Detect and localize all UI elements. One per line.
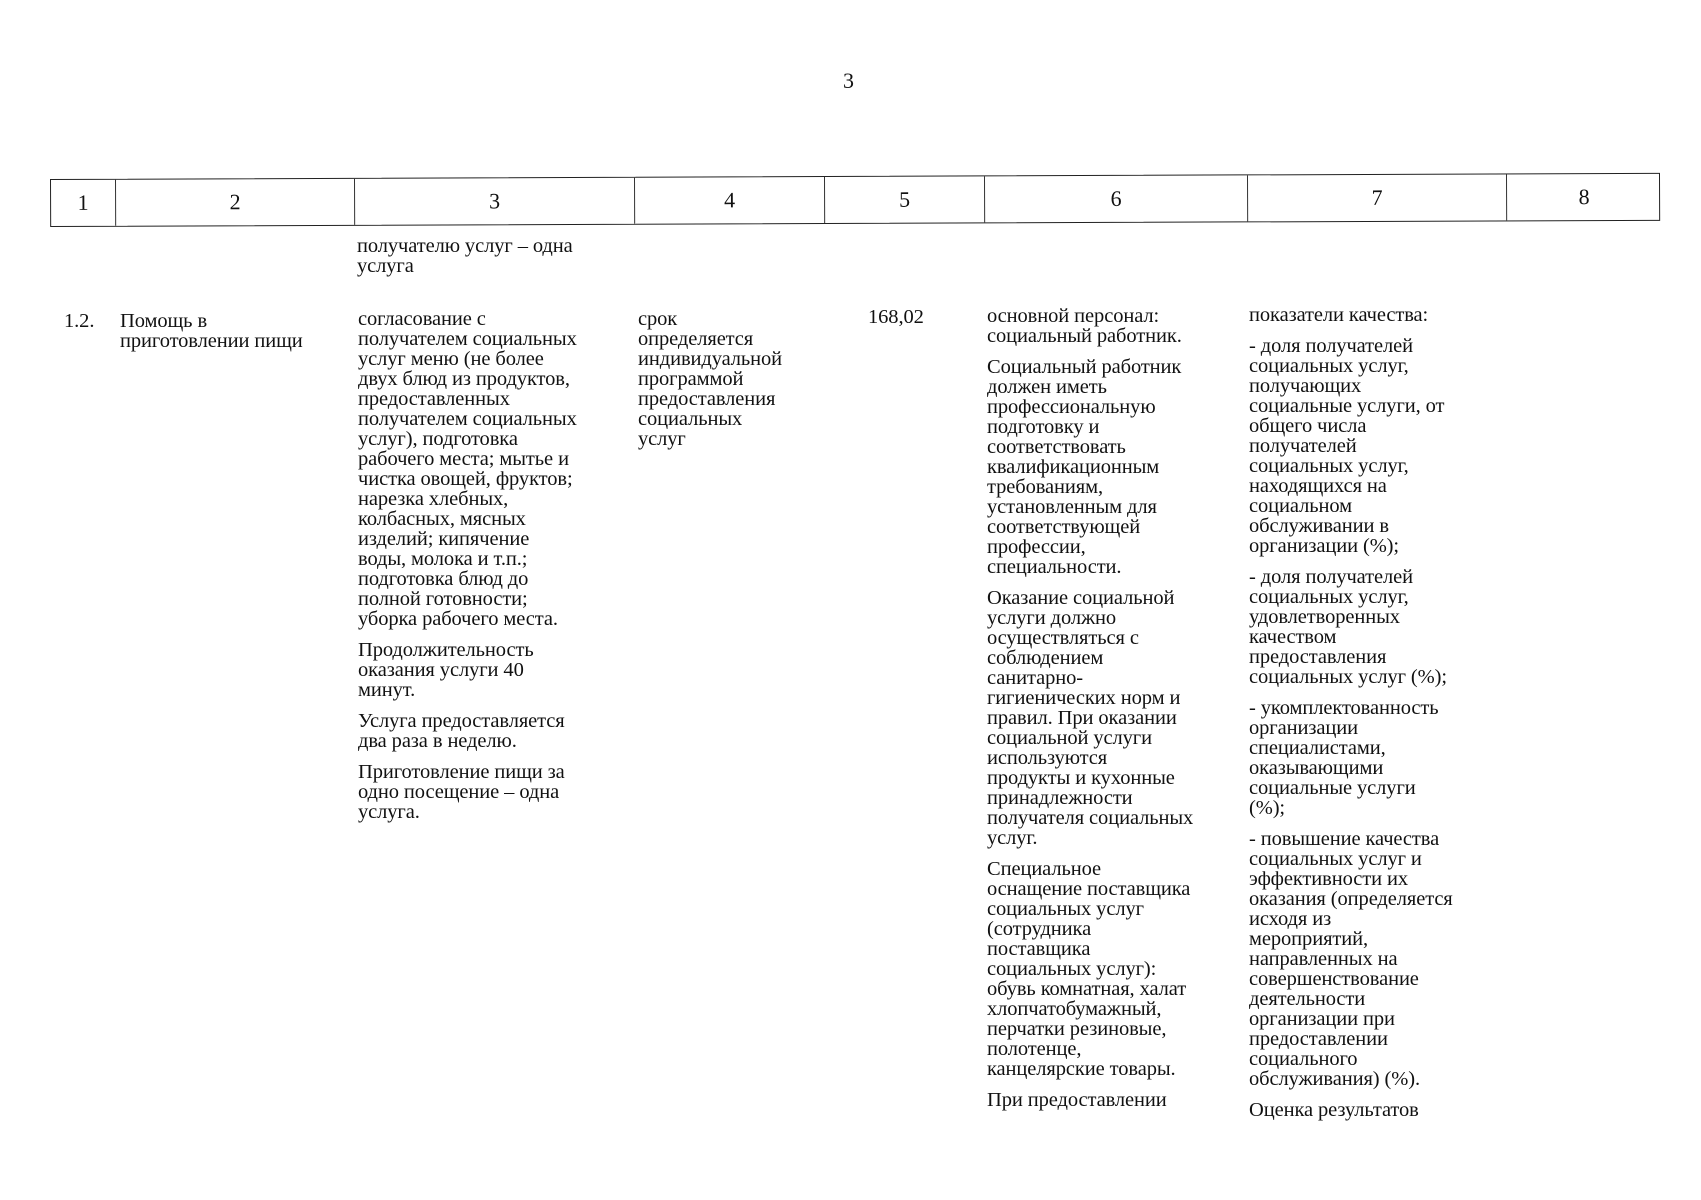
quality-indicators [1249,305,1509,1120]
indicators-paragraph: - доля получателей социальных услуг, получающих социальные услуги, от общего числа получателей социальных услуг, находящихся на социальном обслуживании в организации (%); [1249,335,1445,557]
indicators-paragraph: показатели качества: [1249,304,1429,326]
header-col-6: 6 [984,175,1247,222]
page-number: 3 [843,68,854,93]
header-col-1: 1 [77,189,89,215]
header-col-8: 8 [1506,174,1661,221]
description-paragraph: Услуга предоставляется два раза в неделю. [358,710,565,752]
description-paragraph: Продолжительность оказания услуги 40 минут. [358,639,534,701]
indicators-paragraph: - укомплектованность организации специалистами, оказывающими социальные услуги (%); [1249,697,1439,819]
conditions-paragraph: Специальное оснащение поставщика социальных услуг (сотрудника поставщика социальных услуг): обувь комнатная, халат хлопчатобумажный, перчатки резиновые, полотенце, канцелярские товары. [987,858,1191,1080]
description-paragraph: согласование с получателем социальных услуг меню (не более двух блюд из продуктов, предоставленных получателем социальных услуг), подготовка рабочего места; мытье и чистка овощей, фруктов; нарезка хлебных, колбасных, мясных изделий; кипячение воды, молока и т.п.; подготовка блюд до полной готовности; уборка рабочего места. [358,308,577,630]
conditions-paragraph: Оказание социальной услуги должно осуществляться с соблюдением санитарно- гигиенических норм и правил. При оказании социальной услуги используются продукты и кухонные принадлежности получателя социальных услуг. [987,587,1194,849]
service-term: срок определяется индивидуальной программой предоставления социальных услуг [638,308,783,450]
header-col-2: 2 [115,179,354,226]
header-col-4: 4 [634,177,824,224]
row-number: 1.2. [64,310,95,332]
service-conditions [987,306,1249,1110]
table-header-row [50,173,1660,227]
service-description [358,309,630,822]
indicators-paragraph: Оценка результатов [1249,1099,1419,1121]
indicators-paragraph: - повышение качества социальных услуг и эффективности их оказания (определяется исходя из мероприятий, направленных на совершенствование деятельности организации при предоставлении социального обслуживания) (%). [1249,828,1453,1090]
conditions-paragraph: основной персонал: социальный работник. [987,305,1182,347]
header-col-5: 5 [824,176,984,223]
indicators-paragraph: - доля получателей социальных услуг, удовлетворенных качеством предоставления социальных услуг (%); [1249,566,1447,688]
service-name: Помощь в приготовлении пищи [120,310,303,352]
conditions-paragraph: Социальный работник должен иметь профессиональную подготовку и соответствовать квалификационным требованиям, установленным для соответствующей профессии, специальности. [987,356,1182,578]
header-col-3: 3 [354,178,634,225]
continuation-text: получателю услуг – одна услуга [357,235,573,277]
description-paragraph: Приготовление пищи за одно посещение – одна услуга. [358,761,565,823]
service-tariff: 168,02 [868,306,924,328]
header-col-7: 7 [1247,174,1506,221]
conditions-paragraph: При предоставлении [987,1089,1167,1111]
